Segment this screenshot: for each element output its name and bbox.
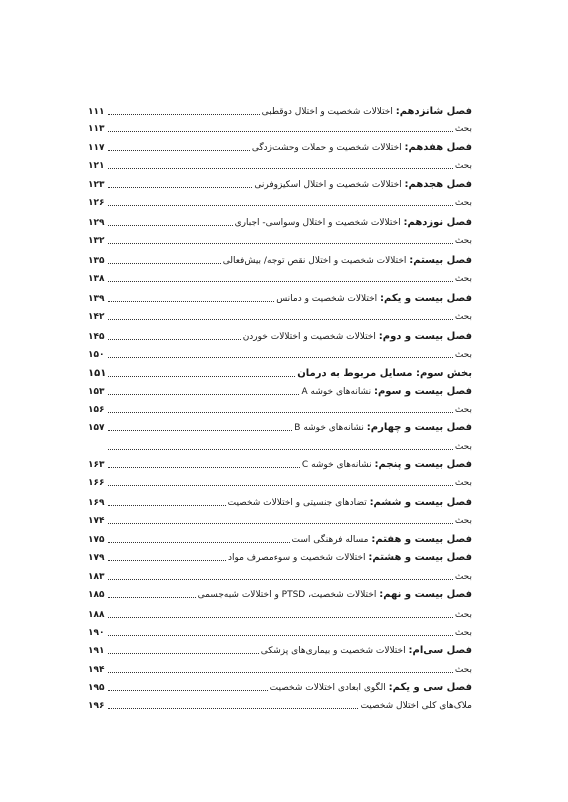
page-number: ۱۵۰: [88, 350, 105, 360]
toc-subentry: [88, 308, 472, 323]
dot-leader: [108, 393, 299, 395]
toc-title: [455, 571, 472, 583]
dot-leader: [108, 204, 453, 206]
page-number: ۱۸۸: [88, 610, 105, 620]
toc-chapter-number: فصل بیست و یکم:: [380, 293, 472, 304]
toc-title: [223, 255, 472, 267]
toc-chapter: [88, 328, 472, 343]
toc-title-text: بحث: [454, 161, 472, 171]
page-number: ۱۸۵: [88, 590, 105, 600]
dot-leader: [108, 318, 453, 320]
toc-title-text: بحث: [454, 405, 472, 415]
dot-leader: [108, 652, 259, 654]
toc-title-text: اختلالات شخصیت و اختلال وسواسی- اجباری: [234, 218, 404, 228]
page-number: ۱۹۱: [88, 646, 105, 656]
toc-title-text: اختلالات شخصیت و بیماری‌های پزشکی: [260, 646, 409, 656]
toc-title: [455, 160, 472, 172]
dot-leader: [108, 375, 295, 377]
dot-leader: [108, 671, 453, 673]
dot-leader: [108, 634, 453, 636]
toc-subentry: [88, 697, 472, 712]
toc-chapter-number: فصل بیستم:: [409, 255, 472, 266]
page-number: ۱۹۰: [88, 628, 105, 638]
page-number: ۱۷۵: [88, 535, 105, 545]
toc-title: [455, 123, 472, 135]
toc-title: [243, 331, 472, 343]
toc-chapter-number: فصل بیست و هفتم:: [371, 534, 472, 545]
dot-leader: [108, 484, 453, 486]
dot-leader: [108, 356, 453, 358]
toc-title: [261, 645, 472, 657]
page-number: ۱۶۳: [88, 460, 105, 470]
toc-title-text: بحث: [454, 442, 472, 452]
dot-leader: [108, 616, 453, 618]
page-number: ۱۲۱: [88, 161, 105, 171]
page-number: ۱۱۷: [88, 143, 105, 153]
dot-leader: [108, 411, 453, 413]
page-number: ۱۵۳: [88, 387, 105, 397]
toc-title: [455, 441, 472, 453]
toc-chapter: [88, 252, 472, 267]
toc-title-text: نشانه‌های خوشه A: [301, 387, 374, 397]
page-number: ۱۹۶: [88, 701, 105, 711]
toc-chapter: [88, 139, 472, 154]
dot-leader: [108, 596, 196, 598]
toc-chapter: [88, 494, 472, 509]
toc-title-text: مساله فرهنگی است: [291, 535, 372, 545]
toc-title-text: ملاک‌های کلی اختلال شخصیت: [360, 701, 472, 711]
dot-leader: [108, 186, 252, 188]
page-number: ۱۵۶: [88, 405, 105, 415]
toc-subentry: [88, 474, 472, 489]
page-number: ۱۳۹: [88, 294, 105, 304]
toc-title-text: اختلالات شخصیت و حملات وحشت‌زدگی: [251, 143, 405, 153]
dot-leader: [108, 522, 453, 524]
toc-subentry: [88, 661, 472, 676]
toc-title-text: الگوی ابعادی اختلالات شخصیت: [269, 683, 389, 693]
dot-leader: [108, 338, 241, 340]
toc-subentry: [88, 401, 472, 416]
toc-subentry: [88, 232, 472, 247]
page-number: ۱۹۴: [88, 665, 105, 675]
toc-chapter: [88, 456, 472, 471]
dot-leader: [108, 167, 453, 169]
toc-chapter: [88, 531, 472, 546]
toc-title: [455, 664, 472, 676]
page-number: ۱۴۵: [88, 332, 105, 342]
toc-title: [270, 682, 472, 694]
dot-leader: [108, 300, 274, 302]
page-number: ۱۹۵: [88, 683, 105, 693]
page-number: ۱۳۵: [88, 256, 105, 266]
toc-title-text: تضادهای جنسیتی و اختلالات شخصیت: [227, 498, 370, 508]
toc-title: [455, 477, 472, 489]
toc-chapter-number: فصل بیست و نهم:: [379, 589, 472, 600]
toc-chapter-number: فصل بیست و پنجم:: [374, 459, 472, 470]
page-number: ۱۱۳: [88, 124, 105, 134]
toc-title-text: نشانه‌های خوشه B: [294, 423, 367, 433]
toc-title: [360, 700, 472, 712]
dot-leader: [108, 113, 260, 115]
dot-leader: [108, 707, 358, 709]
toc-title: [301, 386, 472, 398]
page-number: ۱۴۲: [88, 312, 105, 322]
toc-chapter-number: فصل بیست و چهارم:: [366, 422, 472, 433]
toc-subentry: [88, 157, 472, 172]
page-number: ۱۳۸: [88, 274, 105, 284]
toc-title: [455, 349, 472, 361]
toc-title-text: نشانه‌های خوشه C: [301, 460, 375, 470]
toc-chapter: [88, 549, 472, 564]
toc-title: [455, 197, 472, 209]
toc-title: [262, 106, 472, 118]
toc-title-text: بحث: [454, 236, 472, 246]
page-number: ۱۸۳: [88, 572, 105, 582]
toc-chapter-number: فصل نوزدهم:: [403, 217, 472, 228]
page-number: ۱۶۹: [88, 498, 105, 508]
toc-title: [294, 422, 472, 434]
dot-leader: [108, 466, 300, 468]
page-number: ۱۲۶: [88, 198, 105, 208]
dot-leader: [108, 280, 453, 282]
toc-chapter: [88, 214, 472, 229]
toc-title-text: اختلالات شخصیت و دمانس: [276, 294, 380, 304]
toc-title-text: بحث: [454, 665, 472, 675]
toc-title: [276, 293, 472, 305]
toc-subentry: [88, 194, 472, 209]
toc-title: [455, 515, 472, 527]
toc-title: [235, 217, 472, 229]
toc-title-text: بحث: [454, 572, 472, 582]
toc-chapter-number: فصل بیست و دوم:: [378, 331, 472, 342]
toc-title-text: بحث: [454, 628, 472, 638]
dot-leader: [108, 541, 290, 543]
page-number: ۱۷۴: [88, 516, 105, 526]
toc-title-text: بحث: [454, 274, 472, 284]
toc-chapter-number: فصل هجدهم:: [404, 179, 472, 190]
toc-title: [228, 497, 472, 509]
dot-leader: [108, 578, 453, 580]
page-number: ۱۱۱: [88, 107, 105, 117]
toc-title-text: بخش سوم: مسایل مربوط به درمان: [297, 368, 472, 379]
dot-leader: [108, 224, 233, 226]
page-number: ۱۵۷: [88, 423, 105, 433]
toc-title: [455, 273, 472, 285]
dot-leader: [108, 504, 226, 506]
dot-leader: [108, 242, 453, 244]
toc-title: [297, 368, 472, 380]
toc-title: [455, 235, 472, 247]
dot-leader: [108, 448, 453, 450]
dot-leader: [108, 149, 250, 151]
page-number: ۱۲۹: [88, 218, 105, 228]
toc-title-text: اختلالات شخصیت و سوءمصرف مواد: [227, 553, 369, 563]
toc-subentry: [88, 438, 472, 453]
toc-subentry: [88, 624, 472, 639]
toc-title-text: اختلالات شخصیت و اختلال دوقطبی: [261, 107, 396, 117]
toc-subentry: [88, 120, 472, 135]
toc-chapter-number: فصل شانزدهم:: [395, 106, 472, 117]
dot-leader: [108, 429, 292, 431]
toc-title-text: اختلالات شخصیت و اختلال اسکیزوفرنی: [254, 180, 405, 190]
toc-title: [455, 627, 472, 639]
page-number: ۱۳۲: [88, 236, 105, 246]
toc-chapter: [88, 419, 472, 434]
toc-chapter-number: فصل بیست و سوم:: [373, 386, 472, 397]
toc-title: [455, 404, 472, 416]
dot-leader: [108, 130, 453, 132]
toc-title-text: بحث: [454, 124, 472, 134]
dot-leader: [108, 689, 268, 691]
toc-title: [302, 459, 472, 471]
toc-title: [254, 179, 472, 191]
toc-chapter-number: فصل سی و یکم:: [388, 682, 472, 693]
toc-chapter: [88, 383, 472, 398]
toc-subentry: [88, 270, 472, 285]
toc-title-text: بحث: [454, 312, 472, 322]
toc-chapter: [88, 679, 472, 694]
toc-subentry: [88, 512, 472, 527]
toc-chapter: [88, 586, 472, 601]
toc-subentry: [88, 568, 472, 583]
page-number: ۱۲۳: [88, 180, 105, 190]
toc-title-text: بحث: [454, 350, 472, 360]
toc-title: [198, 589, 472, 601]
toc-title: [292, 534, 472, 546]
toc-chapter: [88, 642, 472, 657]
dot-leader: [108, 559, 226, 561]
toc-chapter: [88, 103, 472, 118]
toc-title: [455, 609, 472, 621]
toc-section: [88, 365, 472, 380]
toc-chapter-number: فصل بیست و هشتم:: [368, 552, 472, 563]
toc-title-text: بحث: [454, 198, 472, 208]
toc-subentry: [88, 346, 472, 361]
toc-title-text: بحث: [454, 516, 472, 526]
toc-title: [252, 142, 472, 154]
toc-title-text: بحث: [454, 610, 472, 620]
toc-title: [455, 311, 472, 323]
page-number: ۱۵۱: [88, 368, 107, 379]
toc-subentry: [88, 606, 472, 621]
toc-title: [228, 552, 472, 564]
toc-chapter-number: فصل بیست و ششم:: [369, 497, 472, 508]
toc-title-text: اختلالات شخصیت و اختلالات خوردن: [242, 332, 379, 342]
toc-title-text: اختلالات شخصیت و اختلال نقص توجه/ بیش‌فعالی: [222, 256, 410, 266]
toc-chapter-number: فصل سی‌ام:: [408, 645, 472, 656]
toc-title-text: بحث: [454, 478, 472, 488]
toc-chapter: [88, 290, 472, 305]
toc-chapter-number: فصل هفدهم:: [404, 142, 472, 153]
toc-title-text: اختلالات شخصیت، PTSD و اختلالات شبه‌جسمی: [197, 590, 380, 600]
page-number: ۱۶۶: [88, 478, 105, 488]
toc-chapter: [88, 176, 472, 191]
dot-leader: [108, 262, 221, 264]
page-number: ۱۷۹: [88, 553, 105, 563]
